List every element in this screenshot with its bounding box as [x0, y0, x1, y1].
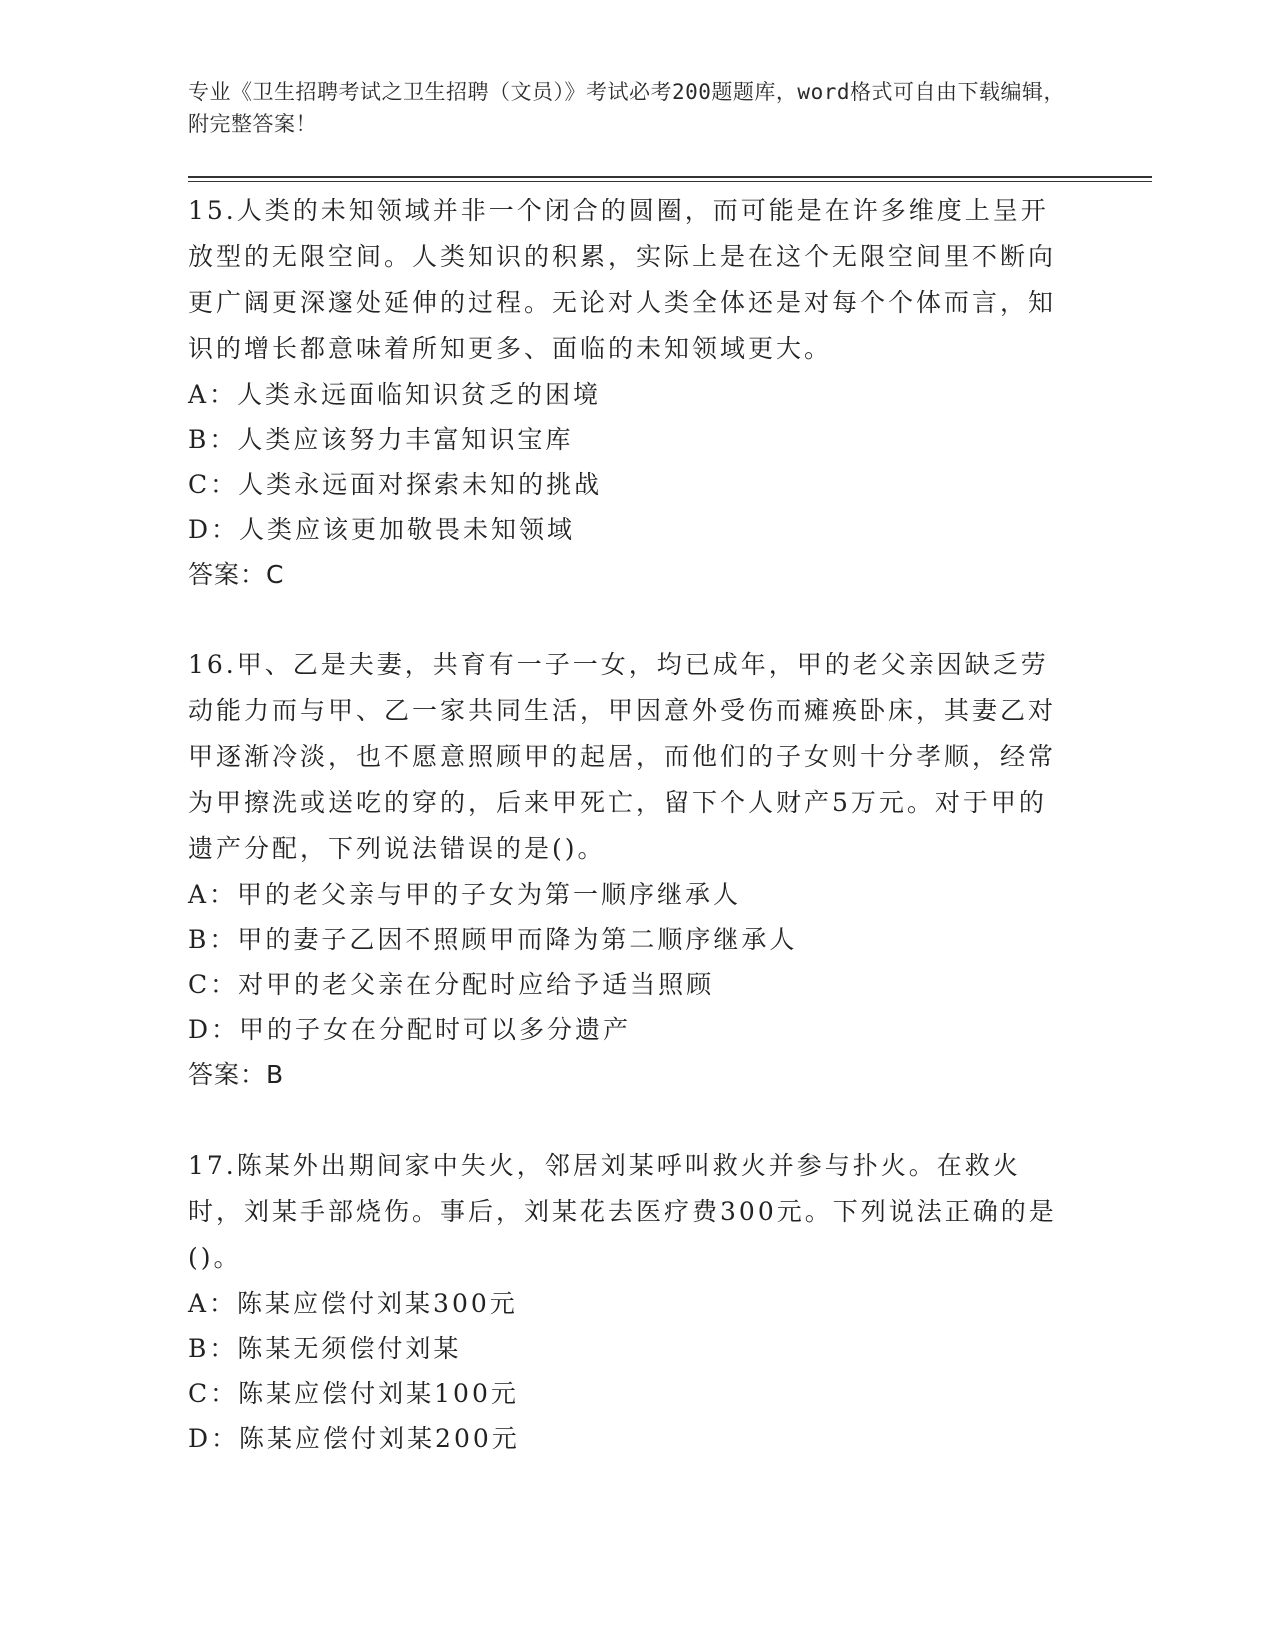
answer-line: 答案：C: [188, 560, 285, 589]
document-header: 专业《卫生招聘考试之卫生招聘（文员）》考试必考200题题库，word格式可自由下载编辑，附完整答案！: [188, 80, 1065, 136]
question-stem: 16.甲、乙是夫妻，共育有一子一女，均已成年，甲的老父亲因缺乏劳动能力而与甲、乙一家共同生活，甲因意外受伤而瘫痪卧床，其妻乙对甲逐渐冷淡，也不愿意照顾甲的起居，而他们的子女则十分孝顺，经常为甲擦洗或送吃的穿的，后来甲死亡，留下个人财产5万元。对于甲的遗产分配，下列说法错误的是()。: [188, 650, 1057, 863]
header-divider-thick: [188, 176, 1152, 178]
question-17: [188, 1143, 1088, 1461]
question-stem: 17.陈某外出期间家中失火，邻居刘某呼叫救火并参与扑火。在救火时，刘某手部烧伤。事后，刘某花去医疗费300元。下列说法正确的是()。: [188, 1151, 1057, 1272]
option-b: B：甲的妻子乙因不照顾甲而降为第二顺序继承人: [188, 925, 798, 954]
header-divider-thin: [188, 181, 1152, 182]
option-a: A：陈某应偿付刘某300元: [188, 1289, 518, 1318]
option-b: B：人类应该努力丰富知识宝库: [188, 425, 574, 454]
option-a: A：甲的老父亲与甲的子女为第一顺序继承人: [188, 880, 742, 909]
answer-line: 答案：B: [188, 1060, 285, 1089]
question-16: [188, 642, 1088, 1098]
question-15: [188, 188, 1088, 598]
option-c: C：陈某应偿付刘某100元: [188, 1379, 519, 1408]
option-c: C：人类永远面对探索未知的挑战: [188, 470, 603, 499]
option-d: D：陈某应偿付刘某200元: [188, 1424, 520, 1453]
option-c: C：对甲的老父亲在分配时应给予适当照顾: [188, 970, 715, 999]
option-d: D：人类应该更加敬畏未知领域: [188, 515, 576, 544]
option-d: D：甲的子女在分配时可以多分遗产: [188, 1015, 632, 1044]
option-a: A：人类永远面临知识贫乏的困境: [188, 380, 602, 409]
option-b: B：陈某无须偿付刘某: [188, 1334, 462, 1363]
question-stem: 15.人类的未知领域并非一个闭合的圆圈，而可能是在许多维度上呈开放型的无限空间。人类知识的积累，实际上是在这个无限空间里不断向更广阔更深邃处延伸的过程。无论对人类全体还是对每个个体而言，知识的增长都意味着所知更多、面临的未知领域更大。: [188, 196, 1057, 363]
